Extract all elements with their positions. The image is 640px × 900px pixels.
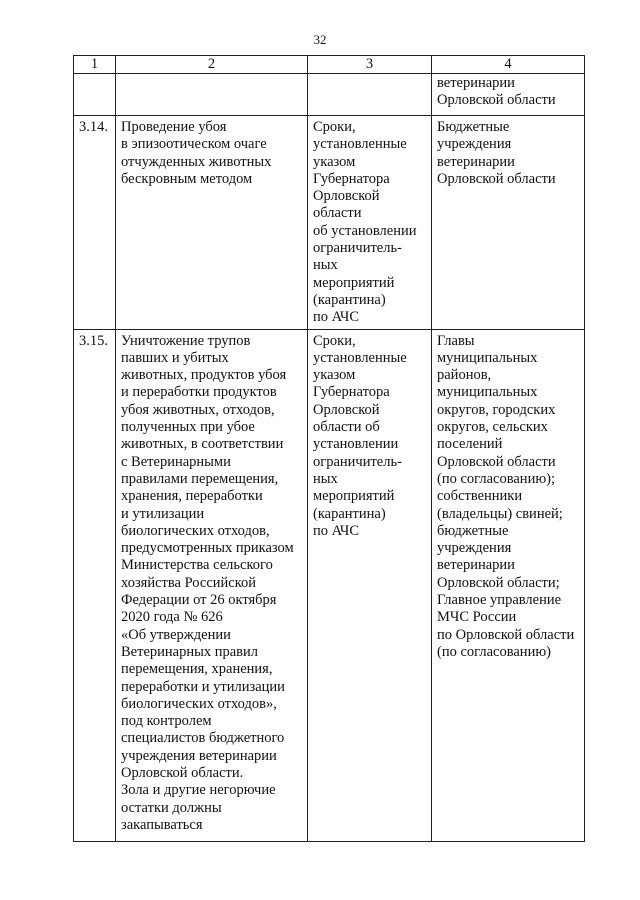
column-header: 2 <box>116 56 308 74</box>
action-cell: Проведение убоя в эпизоотическом очаге отчужденных животных бескровным методом <box>116 116 308 330</box>
table-row <box>74 74 585 116</box>
item-number-cell: 3.14. <box>74 116 116 330</box>
page-number: 32 <box>313 32 327 47</box>
table-header-row <box>74 56 585 74</box>
column-header: 4 <box>432 56 585 74</box>
terms-cell <box>308 74 432 116</box>
table-row <box>74 329 585 841</box>
responsible-cell: Главы муниципальных районов, муниципальных округов, городских округов, сельских поселений Орловской области (по согласованию); собственники (владельцы) свиней; бюджетные учреждения ветеринарии Орловской области; Главное управление МЧС России по Орловской области (по согласованию) <box>432 329 585 841</box>
measures-table <box>73 55 585 842</box>
action-cell <box>116 74 308 116</box>
item-number-cell <box>74 74 116 116</box>
table-row <box>74 116 585 330</box>
action-cell: Уничтожение трупов павших и убитых животных, продуктов убоя и переработки продуктов убоя животных, отходов, полученных при убое животных, в соответствии с Ветеринарными правилами перемещения, хранения, переработки и утилизации биологических отходов, предусмотренных приказом Министерства сельского хозяйства Российской Федерации от 26 октября 2020 года № 626 «Об утверждении Ветеринарных правил перемещения, хранения, переработки и утилизации биологических отходов», под контролем специалистов бюджетного учреждения ветеринарии Орловской области. Зола и другие негорючие остатки должны закапываться <box>116 329 308 841</box>
column-header: 1 <box>74 56 116 74</box>
item-number-cell: 3.15. <box>74 329 116 841</box>
terms-cell: Сроки, установленные указом Губернатора Орловской области об установлении ограничитель- ных мероприятий (карантина) по АЧС <box>308 329 432 841</box>
responsible-cell: ветеринарии Орловской области <box>432 74 585 116</box>
terms-cell: Сроки, установленные указом Губернатора Орловской области об установлении ограничитель- ных мероприятий (карантина) по АЧС <box>308 116 432 330</box>
responsible-cell: Бюджетные учреждения ветеринарии Орловской области <box>432 116 585 330</box>
column-header: 3 <box>308 56 432 74</box>
